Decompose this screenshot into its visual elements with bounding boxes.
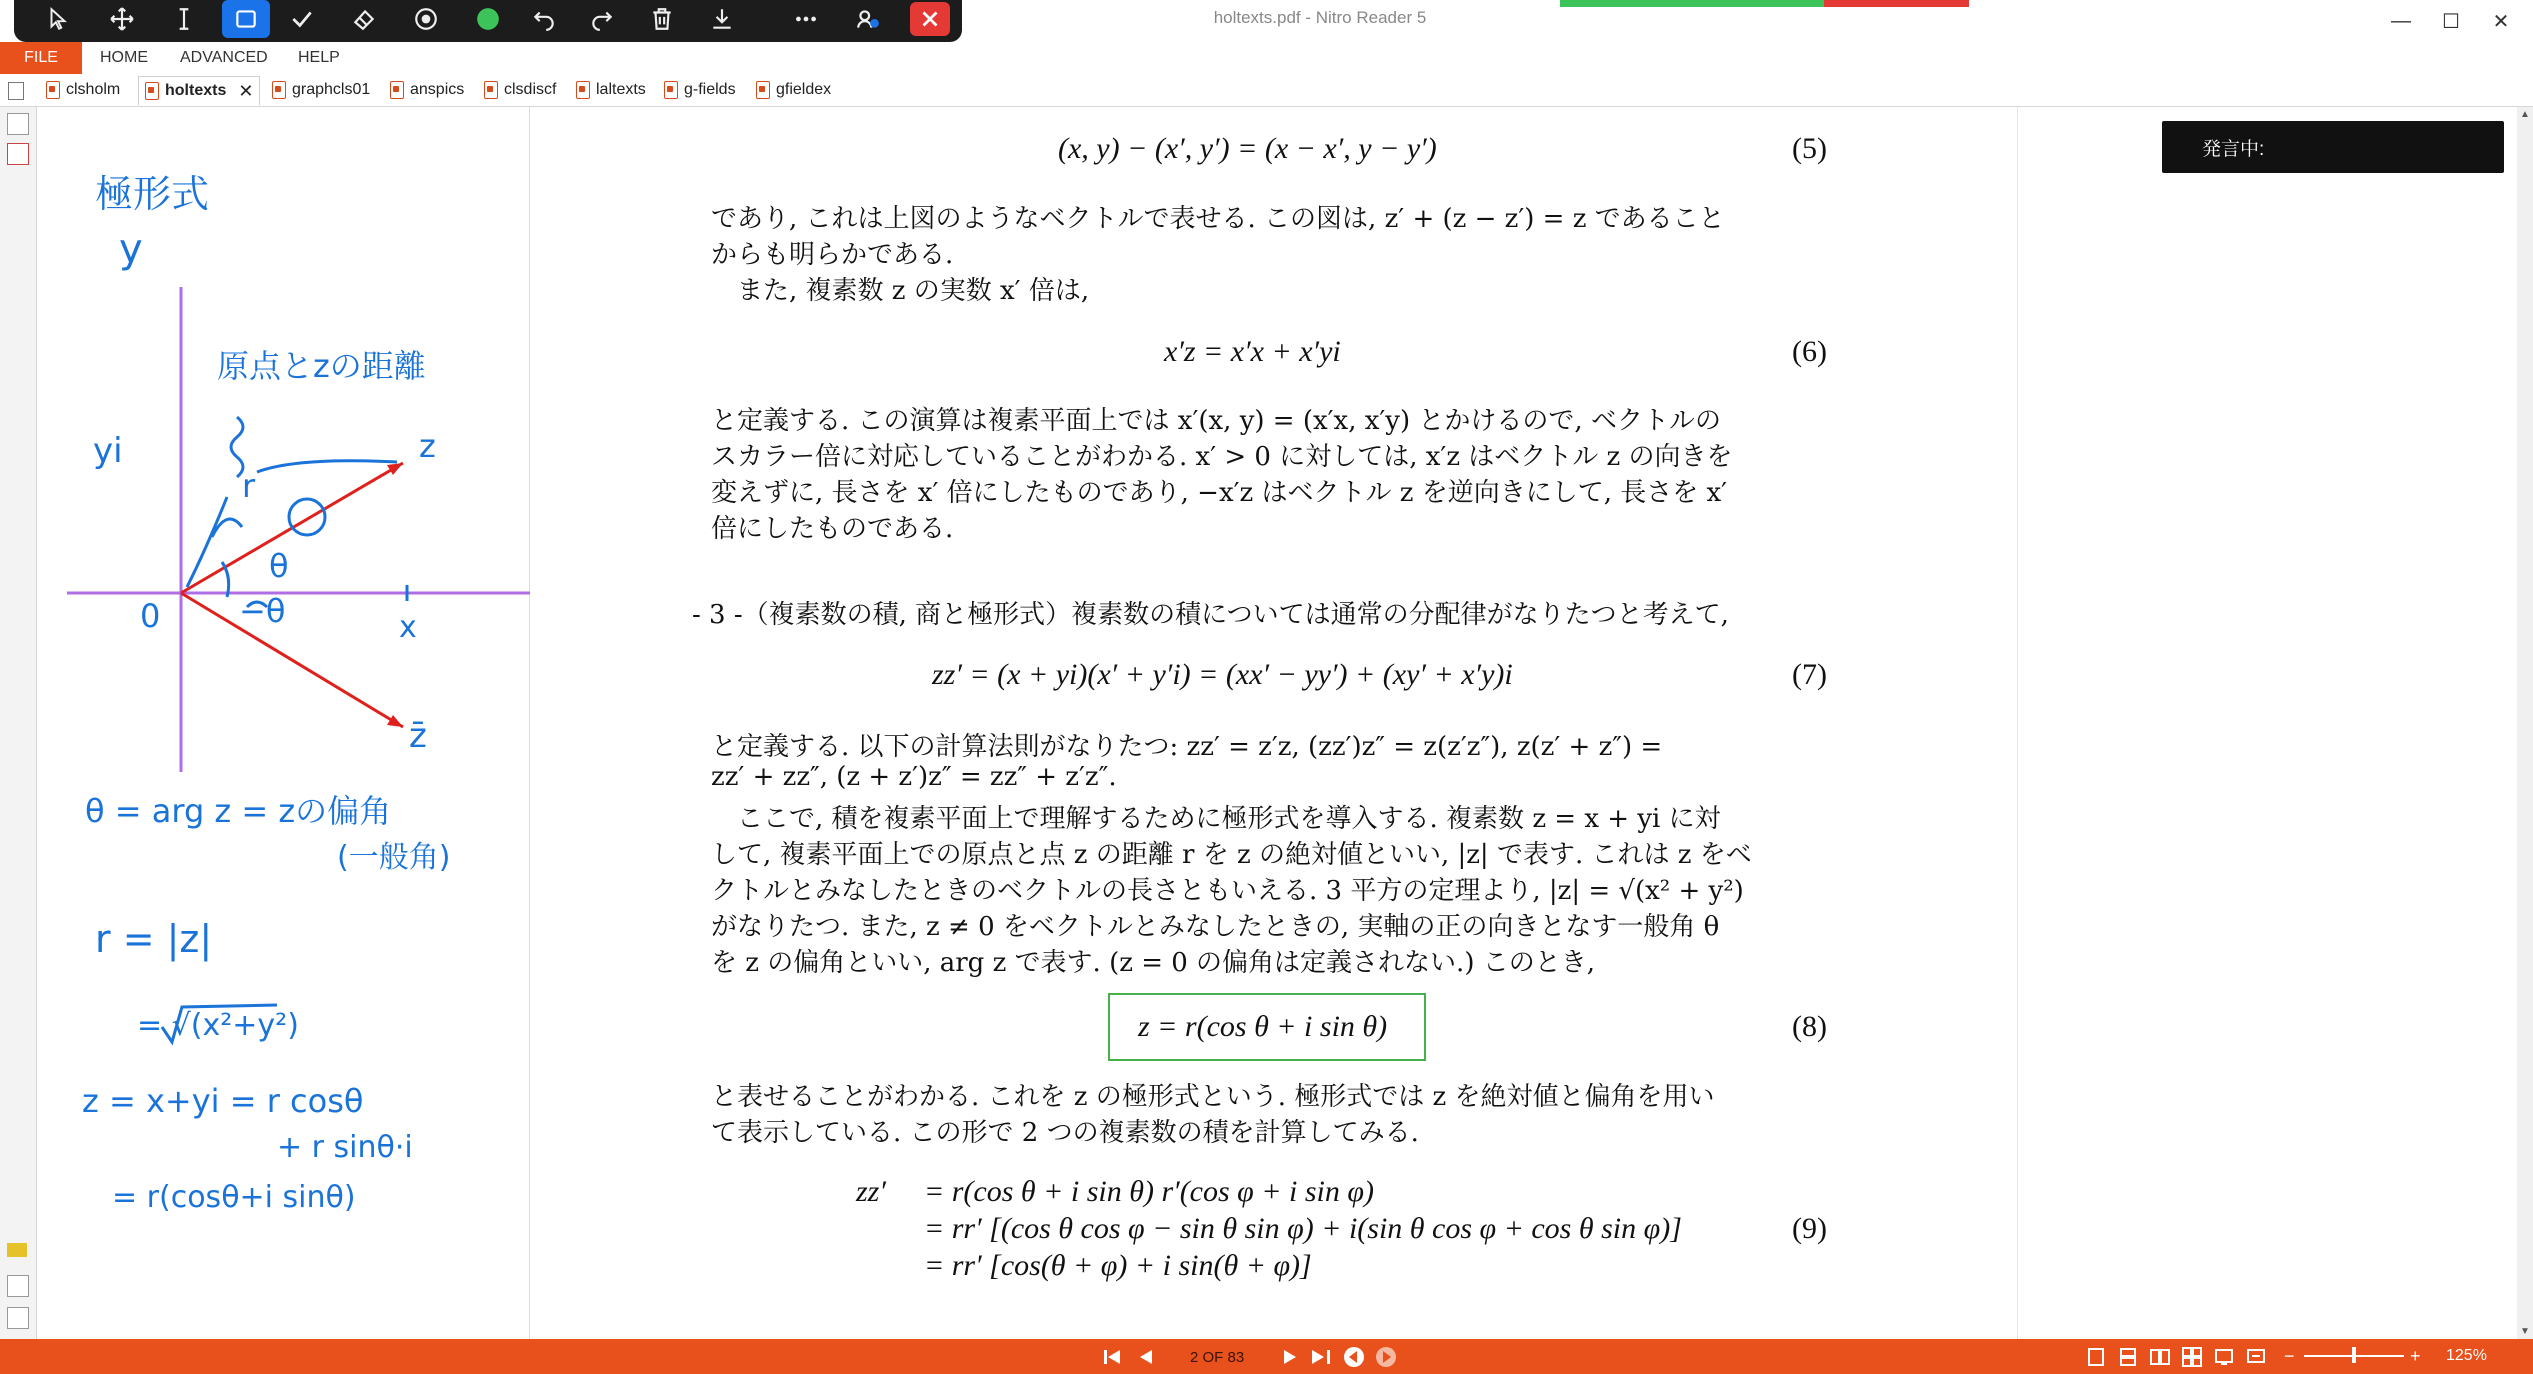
- note-distance: 原点とzの距離: [217, 347, 426, 385]
- note-z-line3: = r(cosθ+i sinθ): [112, 1180, 356, 1215]
- tab-home[interactable]: HOME: [100, 49, 148, 66]
- first-page-icon[interactable]: [1102, 1339, 1128, 1374]
- comments-icon[interactable]: [7, 1243, 27, 1257]
- undo-icon[interactable]: [514, 0, 574, 38]
- equation-number: (6): [1792, 335, 1827, 368]
- document-tab-strip: [0, 74, 2533, 107]
- doc-tab-clsholm[interactable]: [46, 76, 120, 104]
- close-tab-icon[interactable]: ✕: [238, 80, 254, 101]
- arrow-head-icon: [387, 463, 403, 475]
- note-yi: yi: [93, 431, 123, 471]
- note-title: 極形式: [95, 172, 210, 216]
- circle-icon[interactable]: [458, 0, 518, 38]
- equation-9-lhs: zz′: [856, 1175, 886, 1208]
- continuous-view-icon[interactable]: [2118, 1339, 2138, 1374]
- equation-6: x′z = x′x + x′yi: [1164, 335, 1341, 368]
- note-z-line1: z = x+yi = r cosθ: [82, 1082, 364, 1120]
- download-icon[interactable]: [692, 0, 752, 38]
- equation-number: (8): [1792, 1010, 1827, 1043]
- redo-icon[interactable]: [572, 0, 632, 38]
- handwritten-notes-page: [37, 107, 530, 1339]
- check-icon[interactable]: [272, 0, 332, 38]
- text-line: と定義する. 以下の計算法則がなりたつ: zz′ = z′z, (zz′)z″ = z(z′z″), z(z′ + z″) =: [711, 732, 1663, 762]
- attachments-icon[interactable]: [7, 1275, 29, 1297]
- pages-panel-icon[interactable]: [7, 113, 29, 135]
- doc-tab-clsdiscf[interactable]: [484, 76, 556, 104]
- pdf-file-icon: [484, 81, 498, 99]
- progress-bar-green: [1560, 0, 1824, 7]
- text-line: を z の偏角といい, arg z で表す. (z = 0 の偏角は定義されない.) このとき,: [711, 948, 1595, 978]
- facing-view-icon[interactable]: [2150, 1339, 2170, 1374]
- equation-number: (7): [1792, 658, 1827, 691]
- note-z-line2: + r sinθ·i: [277, 1130, 413, 1165]
- text-line: と表せることがわかる. これを z の極形式という. 極形式では z を絶対値と偏角を用い: [711, 1082, 1715, 1112]
- text-line: また, 複素数 z の実数 x′ 倍は,: [711, 276, 1090, 306]
- pan-icon[interactable]: [92, 0, 152, 38]
- previous-page-icon[interactable]: [1136, 1339, 1156, 1374]
- equation-9-line: = rr′ [cos(θ + φ) + i sin(θ + φ)]: [924, 1249, 1312, 1282]
- note-r-line1: r = |z|: [95, 917, 213, 961]
- doc-tab-label: clsholm: [66, 81, 121, 98]
- doc-tab-anspics[interactable]: [390, 76, 464, 104]
- doc-tab-label: laltexts: [596, 81, 646, 98]
- doc-tab-label: gfieldex: [776, 81, 832, 98]
- equation-9-line: = r(cos θ + i sin θ) r′(cos φ + i sin φ): [924, 1175, 1374, 1208]
- fit-width-icon[interactable]: [2214, 1339, 2234, 1374]
- note-origin: 0: [140, 597, 161, 635]
- equation-8: z = r(cos θ + i sin θ): [1138, 1010, 1388, 1043]
- page-indicator[interactable]: 2 OF 83: [1190, 1349, 1245, 1366]
- text-line: 変えずに, 長さを x′ 倍にしたものであり, −x′z はベクトル z を逆向きにして, 長さを x′: [711, 478, 1728, 508]
- progress-bar-red: [1824, 0, 1969, 7]
- share-icon[interactable]: [838, 0, 898, 38]
- more-icon[interactable]: [776, 0, 836, 38]
- pen-stroke: [257, 461, 397, 472]
- minimize-button[interactable]: —: [2391, 9, 2411, 32]
- record-icon[interactable]: [396, 0, 456, 38]
- last-page-icon[interactable]: [1308, 1339, 1334, 1374]
- back-view-icon[interactable]: [1342, 1339, 1366, 1374]
- note-r: r: [242, 467, 256, 505]
- quick-access-toolbar: [14, 0, 962, 42]
- pdf-file-icon: [46, 81, 60, 99]
- note-zbar: z̄: [409, 716, 427, 756]
- left-toolbar: [0, 107, 37, 1339]
- document-list-icon[interactable]: [8, 82, 24, 100]
- right-margin: [2017, 107, 2518, 1339]
- equation-7: zz′ = (x + yi)(x′ + y′i) = (xx′ − yy′) + (xy′ + x′y)i: [932, 658, 1513, 691]
- equation-9-line: = rr′ [(cos θ cos φ − sin θ sin φ) + i(sin θ cos φ + cos θ sin φ)]: [924, 1212, 1682, 1245]
- note-arg-line1: θ = arg z = zの偏角: [85, 792, 392, 830]
- zoom-level[interactable]: 125%: [2446, 1347, 2487, 1364]
- note-y-axis: y: [119, 226, 143, 272]
- note-z: z: [419, 427, 436, 465]
- text-line: からも明らかである.: [711, 240, 954, 270]
- arrow-head-icon: [387, 715, 403, 727]
- facing-continuous-view-icon[interactable]: [2182, 1339, 2202, 1374]
- equation-number: (5): [1792, 132, 1827, 165]
- text-line: 倍にしたものである.: [711, 514, 954, 544]
- pointer-icon[interactable]: [28, 0, 88, 38]
- text-select-icon[interactable]: [154, 0, 214, 38]
- note-r-line2: = √(x²+y²): [137, 1008, 299, 1043]
- pen-circle: [289, 499, 325, 535]
- text-line: zz′ + zz″, (z + z′)z″ = zz″ + z′z″.: [711, 762, 1117, 792]
- note-neg-theta: −θ: [239, 592, 286, 630]
- eraser-icon[interactable]: [334, 0, 394, 38]
- tab-help[interactable]: HELP: [298, 49, 340, 66]
- rectangle-select-icon[interactable]: [222, 0, 270, 38]
- delete-icon[interactable]: [632, 0, 692, 38]
- pdf-file-icon: [576, 81, 590, 99]
- zoom-in-button[interactable]: +: [2410, 1346, 2421, 1366]
- zoom-slider-thumb[interactable]: [2352, 1347, 2356, 1363]
- text-line: スカラー倍に対応していることがわかる. x′ > 0 に対しては, x′z はベクトル z の向きを: [711, 442, 1733, 472]
- text-line: クトルとみなしたときのベクトルの長さともいえる. 3 平方の定理より, |z| = √(x² + y²): [711, 876, 1744, 906]
- doc-tab-label: holtexts: [165, 82, 227, 99]
- close-window-button[interactable]: ✕: [2492, 10, 2510, 33]
- equation-5: (x, y) − (x′, y′) = (x − x′, y − y′): [1058, 132, 1437, 165]
- vertical-scrollbar[interactable]: [2517, 107, 2533, 1339]
- pdf-file-icon: [272, 81, 286, 99]
- forward-view-icon[interactable]: [1374, 1339, 1398, 1374]
- bookmarks-icon[interactable]: [7, 143, 29, 165]
- file-tab[interactable]: FILE: [0, 42, 82, 74]
- window-title: holtexts.pdf - Nitro Reader 5: [1213, 8, 1427, 27]
- note-x-tick: x: [399, 610, 417, 645]
- zoom-out-button[interactable]: −: [2284, 1346, 2295, 1366]
- doc-tab-holtexts[interactable]: [138, 76, 260, 105]
- doc-tab-label: g-fields: [684, 81, 736, 98]
- fit-page-icon[interactable]: [2246, 1339, 2266, 1374]
- text-line: して, 複素平面上での原点と点 z の距離 r を z の絶対値といい, |z| で表す. これは z をベ: [711, 840, 1752, 870]
- pdf-file-icon: [390, 81, 404, 99]
- ribbon: [0, 42, 2533, 74]
- scroll-up-icon[interactable]: ▲: [2520, 109, 2530, 120]
- maximize-button[interactable]: ☐: [2442, 10, 2460, 33]
- doc-tab-label: anspics: [410, 81, 465, 98]
- close-icon[interactable]: [910, 2, 950, 36]
- equation-number: (9): [1792, 1212, 1827, 1245]
- text-line: て表示している. この形で 2 つの複素数の積を計算してみる.: [711, 1118, 1419, 1148]
- note-theta: θ: [269, 547, 289, 585]
- text-line: がなりたつ. また, z ≠ 0 をベクトルとみなしたときの, 実軸の正の向きとなす一般角 θ: [711, 912, 1720, 942]
- next-page-icon[interactable]: [1280, 1339, 1300, 1374]
- pdf-file-icon: [145, 82, 159, 100]
- doc-tab-label: graphcls01: [292, 81, 371, 98]
- notes-drawing: [37, 107, 529, 1339]
- vector-zbar: [181, 593, 403, 727]
- single-page-view-icon[interactable]: [2086, 1339, 2106, 1374]
- scroll-down-icon[interactable]: ▼: [2520, 1326, 2530, 1337]
- section-heading: - 3 -（複素数の積, 商と極形式）複素数の積については通常の分配律がなりたつと考えて,: [692, 600, 1729, 630]
- text-line: であり, これは上図のようなベクトルで表せる. この図は, z′ + (z − z′) = z であること: [711, 204, 1725, 234]
- pdf-file-icon: [664, 81, 678, 99]
- note-arg-line2: (一般角): [337, 840, 451, 875]
- text-line: と定義する. この演算は複素平面上では x′(x, y) = (x′x, x′y) とかけるので, ベクトルの: [711, 406, 1721, 436]
- doc-tab-graphcls01[interactable]: [272, 76, 370, 104]
- doc-tab-label: clsdiscf: [504, 81, 557, 98]
- doc-tab-gfieldex[interactable]: [756, 76, 831, 104]
- tab-advanced[interactable]: ADVANCED: [180, 49, 268, 66]
- doc-tab-g-fields[interactable]: [664, 76, 736, 104]
- text-line: ここで, 積を複素平面上で理解するために極形式を導入する. 複素数 z = x + yi に対: [711, 804, 1721, 834]
- pdf-file-icon: [756, 81, 770, 99]
- speaking-indicator: 発言中:: [2162, 121, 2504, 173]
- signatures-icon[interactable]: [7, 1307, 29, 1329]
- doc-tab-laltexts[interactable]: [576, 76, 646, 104]
